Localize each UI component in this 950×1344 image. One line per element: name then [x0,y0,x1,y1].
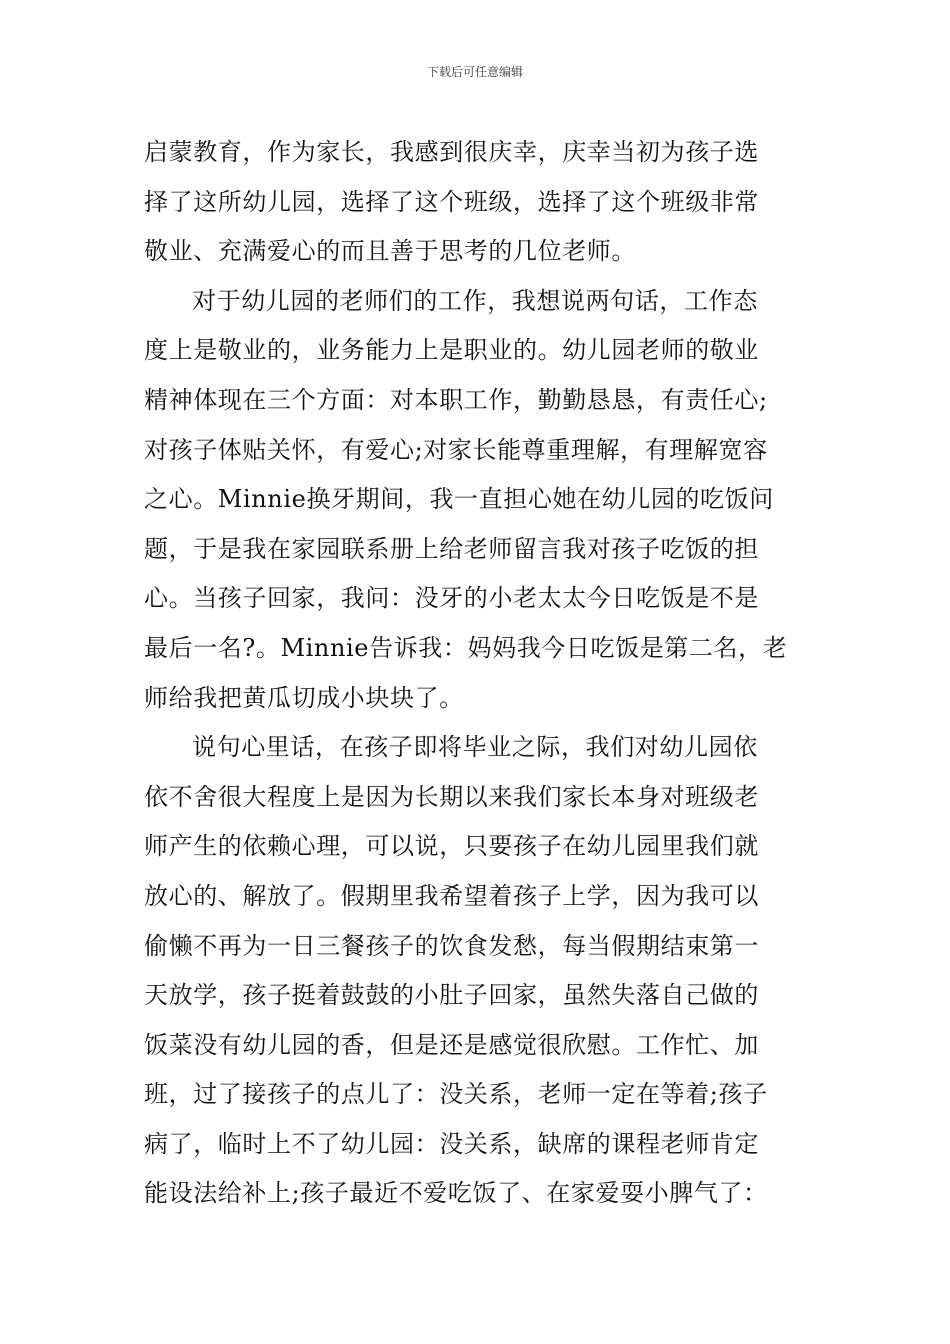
text-line: 饭菜没有幼儿园的香，但是还是感觉很欣慰。工作忙、加 [144,1030,759,1059]
text-line: 偷懒不再为一日三餐孩子的饮食发愁，每当假期结束第一 [144,931,759,960]
text-line: 对孩子体贴关怀，有爱心;对家长能尊重理解，有理解宽容 [144,435,768,464]
text-line: 最后一名?。Minnie告诉我：妈妈我今日吃饭是第二名，老 [144,633,788,662]
paragraph-2 [144,277,806,723]
text-line: 择了这所幼儿园，选择了这个班级，选择了这个班级非常 [144,187,759,216]
text-line: 能设法给补上;孩子最近不爱吃饭了、在家爱耍小脾气了： [144,1179,768,1208]
text-line: 师产生的依赖心理，可以说，只要孩子在幼儿园里我们就 [144,832,759,861]
text-line: 之心。Minnie换牙期间，我一直担心她在幼儿园的吃饭问 [144,485,774,514]
text-line: 度上是敬业的，业务能力上是职业的。幼儿园老师的敬业 [144,336,759,365]
page-header-note: 下载后可任意编辑 [426,65,523,79]
paragraph-1 [144,128,806,277]
text-line: 说句心里话，在孩子即将毕业之际，我们对幼儿园依 [192,733,758,762]
text-line: 放心的、解放了。假期里我希望着孩子上学，因为我可以 [144,881,759,910]
text-line: 班，过了接孩子的点儿了：没关系，老师一定在等着;孩子 [144,1080,768,1109]
text-line: 启蒙教育，作为家长，我感到很庆幸，庆幸当初为孩子选 [144,138,759,166]
paragraph-3 [144,723,806,1219]
text-line: 题，于是我在家园联系册上给老师留言我对孩子吃饭的担 [144,534,759,563]
text-line: 敬业、充满爱心的而且善于思考的几位老师。 [144,237,636,266]
text-line: 对于幼儿园的老师们的工作，我想说两句话，工作态 [192,286,758,315]
text-line: 师给我把黄瓜切成小块块了。 [144,683,464,712]
text-line: 病了，临时上不了幼儿园：没关系，缺席的课程老师肯定 [144,1129,759,1158]
text-line: 心。当孩子回家，我问：没牙的小老太太今日吃饭是不是 [144,584,759,613]
document-body [144,128,806,1219]
text-line: 天放学，孩子挺着鼓鼓的小肚子回家，虽然失落自己做的 [144,981,759,1010]
text-line: 依不舍很大程度上是因为长期以来我们家长本身对班级老 [144,782,759,811]
text-line: 精神体现在三个方面：对本职工作，勤勤恳恳，有责任心; [144,385,768,414]
